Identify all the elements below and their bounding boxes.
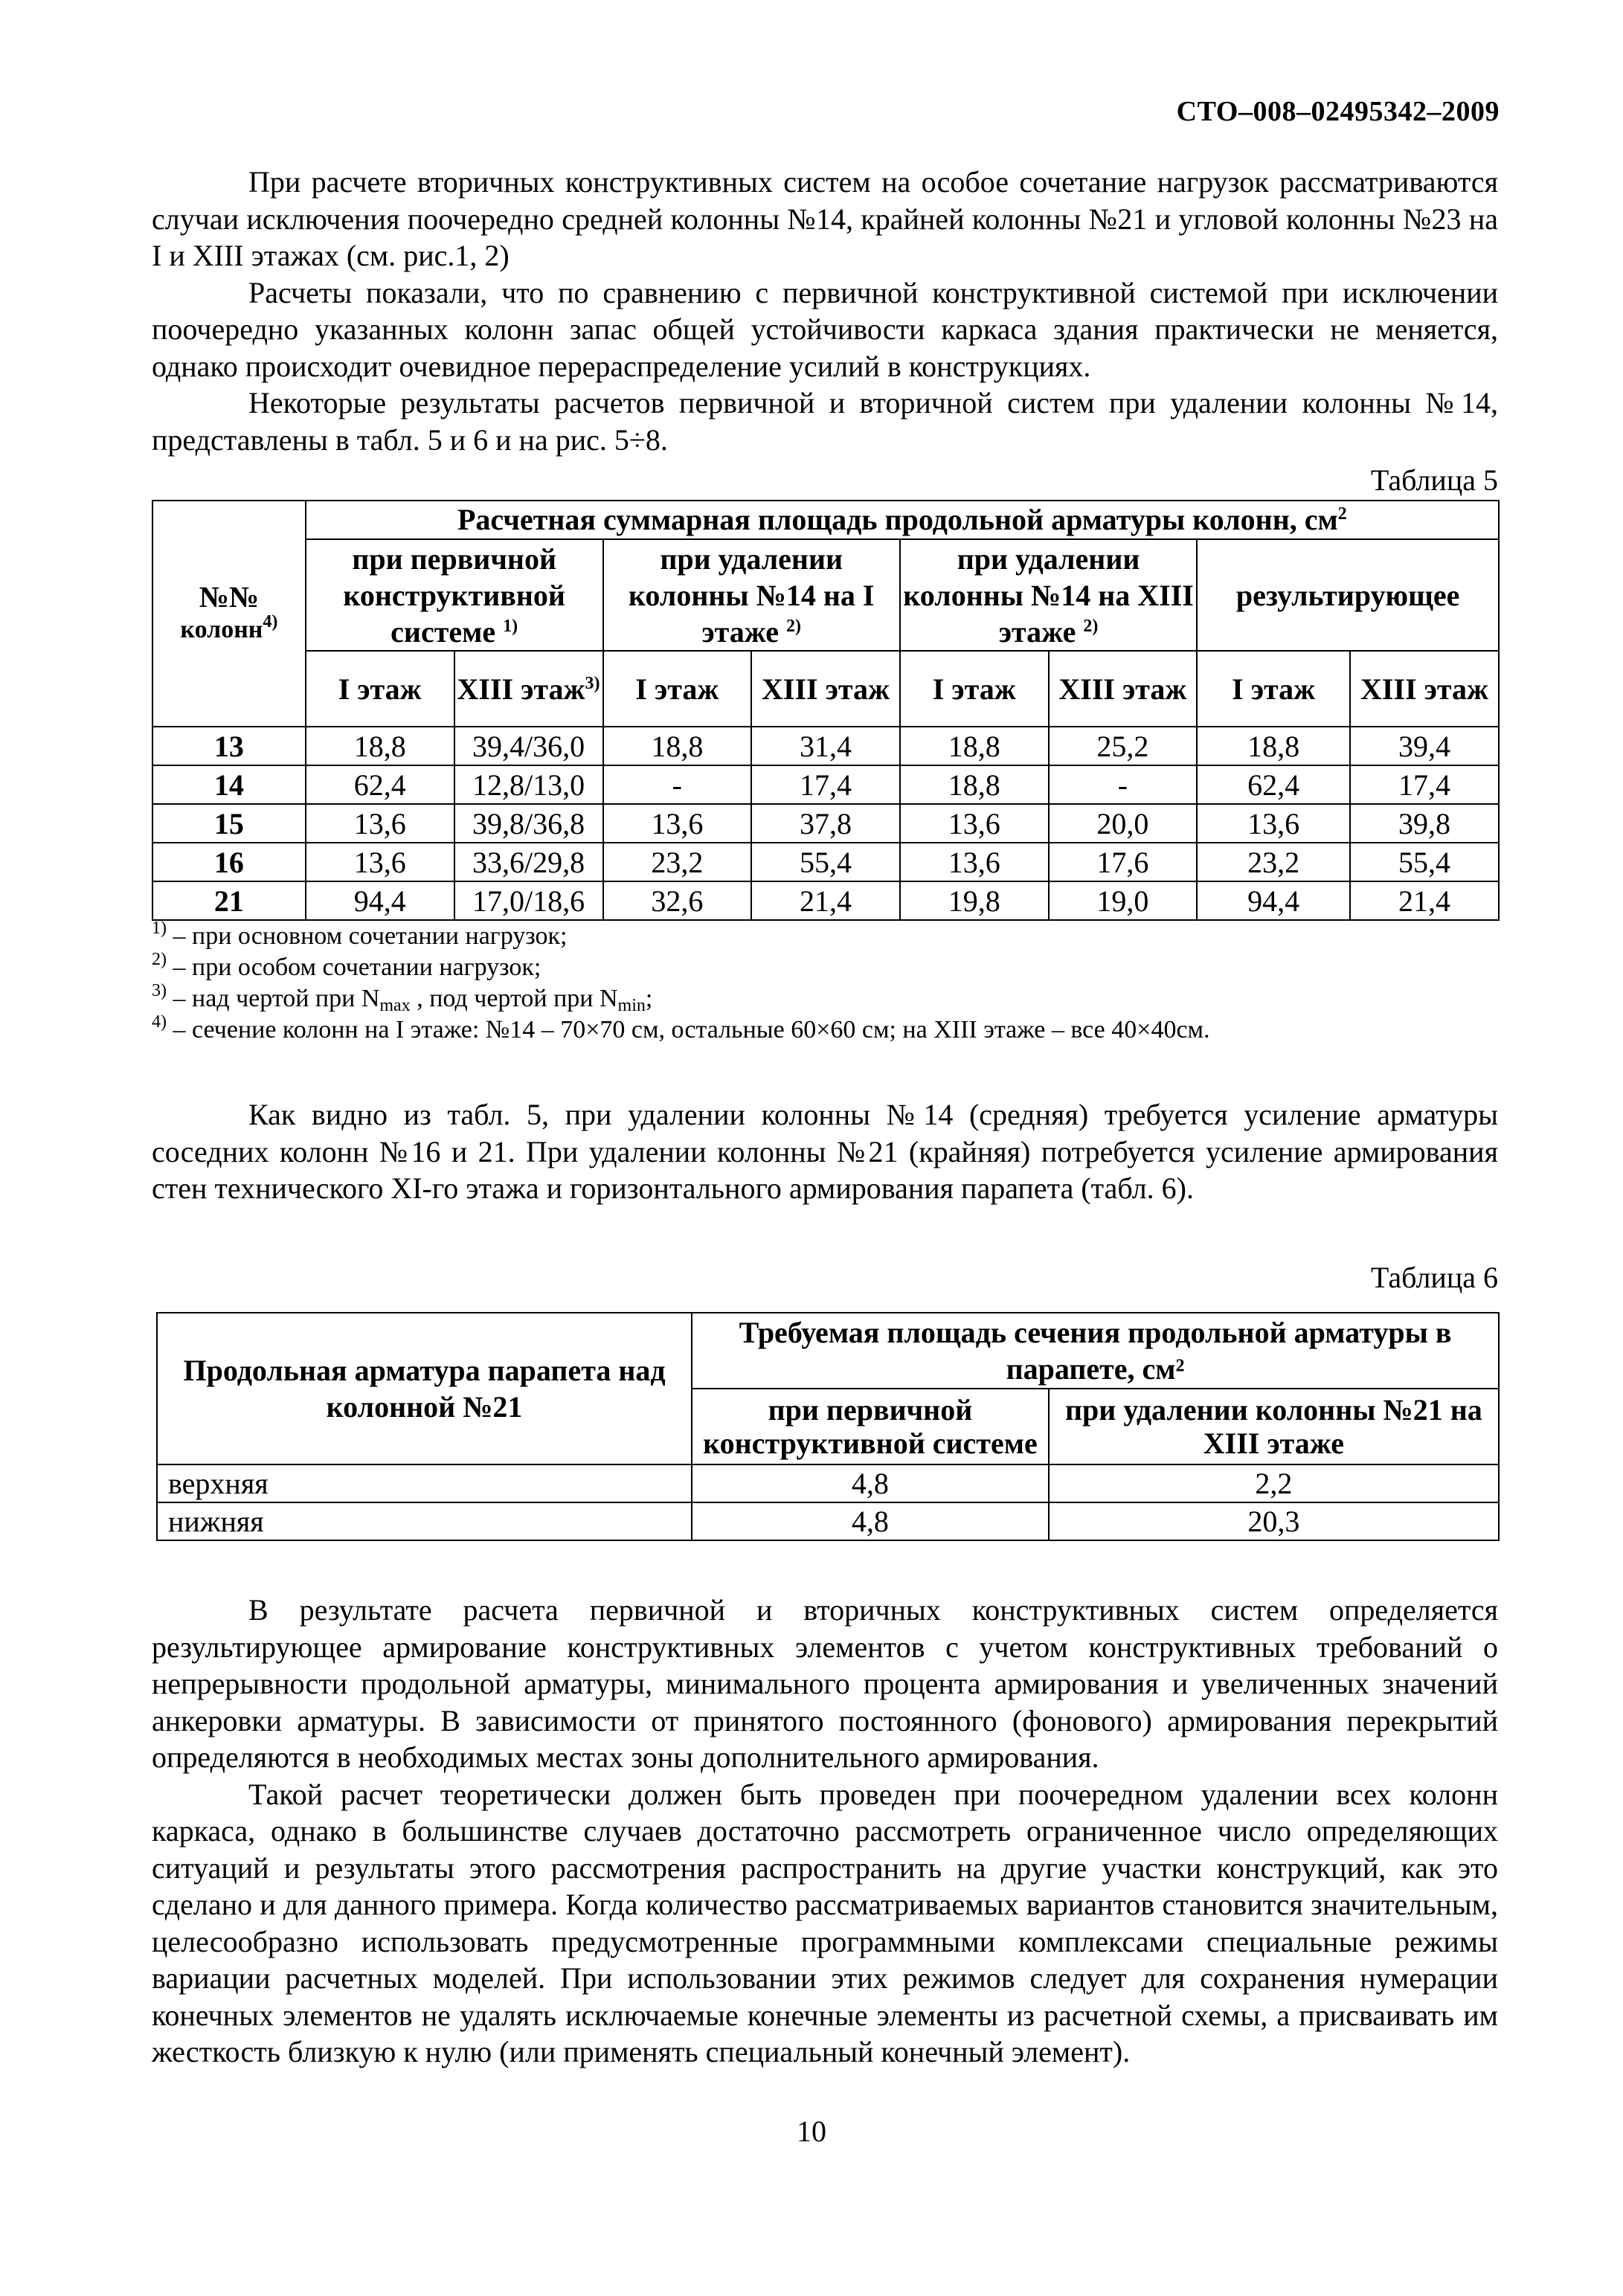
table-cell: 32,6: [603, 881, 752, 920]
intro-text: [152, 164, 1498, 458]
table-cell: 37,8: [751, 804, 900, 843]
page-number: 10: [797, 2115, 826, 2148]
table-cell: 13,6: [900, 843, 1049, 881]
table-row: [157, 1502, 1499, 1540]
table-cell: 12,8/13,0: [454, 765, 603, 804]
table-cell: 39,4: [1350, 727, 1499, 765]
table-cell: 19,0: [1049, 881, 1198, 920]
subheader-floor-xiii: XIII этаж: [1049, 651, 1198, 727]
footnote: $^{4)}$ – сечение колонн на I этаже: №14 – 70×70 см, остальные 60×60 см; на XIII этаже – все 40×40см.: [152, 1012, 1210, 1044]
table6-caption: Таблица 6: [1370, 1261, 1498, 1294]
table-cell: 19,8: [900, 881, 1049, 920]
paragraph: Расчеты показали, что по сравнению с первичной конструктивной системой при исключении поочередно указанных колонн запас общей устойчивости каркаса здания практически не меняется, однако происходит очевидное перераспределение усилий в конструкциях.: [152, 275, 1498, 383]
table-cell: 39,8/36,8: [454, 804, 603, 843]
column-number-label: №№: [199, 580, 260, 614]
table-cell: 55,4: [751, 843, 900, 881]
table-cell: 17,4: [751, 765, 900, 804]
table-cell: -: [603, 765, 752, 804]
table-cell: 13,6: [306, 804, 454, 843]
subheader-floor-xiii: XIII этаж$^{3)}$: [454, 651, 603, 727]
table-cell: 13: [152, 727, 306, 765]
table-row: [152, 881, 1499, 920]
paragraph: В результате расчета первичной и вторичных конструктивных систем определяется результирующее армирование конструктивных элементов с учетом конструктивных требований о непрерывности продольной арматуры, минимального процента армирования и увеличенных значений анкеровки арматуры. В зависимости от принятого постоянного (фонового) армирования перекрытий определяются в необходимых местах зоны дополнительного армирования.: [152, 1593, 1498, 1774]
table-cell: 18,8: [603, 727, 752, 765]
paragraph: При расчете вторичных конструктивных систем на особое сочетание нагрузок рассматриваются случаи исключения поочередно средней колонны №14, крайней колонны №21 и угловой колонны №23 на I и XIII этажах (см. рис.1, 2): [152, 165, 1498, 272]
paragraph: Как видно из табл. 5, при удалении колонны №14 (средняя) требуется усиление арматуры соседних колонн №16 и 21. При удалении колонны №21 (крайняя) потребуется усиление армирования стен технического XI-го этажа и горизонтального армирования парапета (табл. 6).: [152, 1098, 1498, 1205]
table-row: [152, 804, 1499, 843]
table-cell: нижняя: [157, 1502, 692, 1540]
table-cell: 23,2: [603, 843, 752, 881]
table5-footnotes: [152, 921, 1498, 1046]
table6-super-header: Требуемая площадь сечения продольной арматуры в парапете, см²: [692, 1313, 1499, 1389]
footnote: $^{1)}$ – при основном сочетании нагрузок;: [152, 919, 568, 950]
table-cell: 16: [152, 843, 306, 881]
subheader-remove-21: при удалении колонны №21 на XIII этаже: [1049, 1389, 1499, 1464]
table-cell: 23,2: [1197, 843, 1350, 881]
table-cell: 14: [152, 765, 306, 804]
table-cell: 13,6: [900, 804, 1049, 843]
table-cell: 17,4: [1350, 765, 1499, 804]
parapet-rebar-header: Продольная арматура парапета над колонной №21: [157, 1313, 692, 1464]
paragraph: Некоторые результаты расчетов первичной и вторичной систем при удалении колонны №14, представлены в табл. 5 и 6 и на рис. 5÷8.: [152, 386, 1498, 457]
table-cell: 18,8: [1197, 727, 1350, 765]
table-cell: 13,6: [306, 843, 454, 881]
group-header-resulting: результирующее: [1197, 539, 1499, 651]
footnote: $^{2)}$ – при особом сочетании нагрузок;: [152, 950, 541, 981]
table-cell: 94,4: [306, 881, 454, 920]
subheader-floor-i: I этаж: [900, 651, 1049, 727]
table-cell: верхняя: [157, 1464, 692, 1502]
group-header-remove-xiii: при удалении колонны №14 на XIII этаже $^{2)}$: [900, 539, 1197, 651]
table-cell: 13,6: [603, 804, 752, 843]
subheader-floor-xiii: XIII этаж: [751, 651, 900, 727]
paragraph: Такой расчет теоретически должен быть проведен при поочередном удалении всех колонн каркаса, однако в большинстве случаев достаточно рассмотреть ограниченное число определяющих ситуаций и результаты этого рассмотрения распространить на другие участки конструкций, как это сделано и для данного примера. Когда количество рассматриваемых вариантов становится значительным, целесообразно использовать предусмотренные программными комплексами специальные режимы вариации расчетных моделей. При использовании этих режимов следует для сохранения нумерации конечных элементов не удалять исключаемые конечные элементы из расчетной схемы, а присваивать им жесткость близкую к нулю (или применять специальный конечный элемент).: [152, 1777, 1498, 2068]
column-number-label: колонн: [180, 616, 263, 643]
table-cell: 13,6: [1197, 804, 1350, 843]
table-cell: 18,8: [306, 727, 454, 765]
conclusion-text: [152, 1592, 1498, 2071]
table-cell: 62,4: [306, 765, 454, 804]
table-row: [157, 1464, 1499, 1502]
table-cell: 20,0: [1049, 804, 1198, 843]
table-cell: 62,4: [1197, 765, 1350, 804]
table-cell: 94,4: [1197, 881, 1350, 920]
subheader-floor-i: I этаж: [306, 651, 454, 727]
table-cell: 21: [152, 881, 306, 920]
table-cell: 17,6: [1049, 843, 1198, 881]
table-cell: 33,6/29,8: [454, 843, 603, 881]
table-cell: -: [1049, 765, 1198, 804]
table-row: [152, 727, 1499, 765]
subheader-primary-system: при первичной конструктивной системе: [692, 1389, 1049, 1464]
table-cell: 2,2: [1049, 1464, 1499, 1502]
table-row: [152, 843, 1499, 881]
table-cell: 18,8: [900, 727, 1049, 765]
table-cell: 21,4: [1350, 881, 1499, 920]
table6: [156, 1312, 1500, 1541]
table5-caption: Таблица 5: [1370, 463, 1498, 497]
subheader-floor-i: I этаж: [603, 651, 752, 727]
group-header-remove-i: при удалении колонны №14 на I этаже $^{2)}$: [603, 539, 900, 651]
footnote: $^{3)}$ – над чертой при $N_{max}$ , под чертой при $N_{min}$;: [152, 981, 653, 1015]
subheader-floor-xiii: XIII этаж: [1350, 651, 1499, 727]
table-cell: 39,8: [1350, 804, 1499, 843]
subheader-floor-i: I этаж: [1197, 651, 1350, 727]
table5-super-header: Расчетная суммарная площадь продольной арматуры колонн, $см^2$: [306, 501, 1499, 539]
table-cell: 55,4: [1350, 843, 1499, 881]
table-row: [152, 765, 1499, 804]
table-cell: 21,4: [751, 881, 900, 920]
table-cell: 4,8: [692, 1502, 1049, 1540]
table-cell: 18,8: [900, 765, 1049, 804]
table5: [152, 500, 1500, 921]
table-cell: 31,4: [751, 727, 900, 765]
table-cell: 4,8: [692, 1464, 1049, 1502]
table-cell: 25,2: [1049, 727, 1198, 765]
table-cell: 15: [152, 804, 306, 843]
column-number-header: №№ колонн$^{4)}$: [152, 501, 306, 727]
document-code: СТО–008–02495342–2009: [1176, 96, 1500, 127]
table-cell: 39,4/36,0: [454, 727, 603, 765]
table-cell: 20,3: [1049, 1502, 1499, 1540]
middle-text: [152, 1096, 1498, 1207]
group-header-primary: при первичной конструктивной системе $^{1)}$: [306, 539, 603, 651]
table-cell: 17,0/18,6: [454, 881, 603, 920]
